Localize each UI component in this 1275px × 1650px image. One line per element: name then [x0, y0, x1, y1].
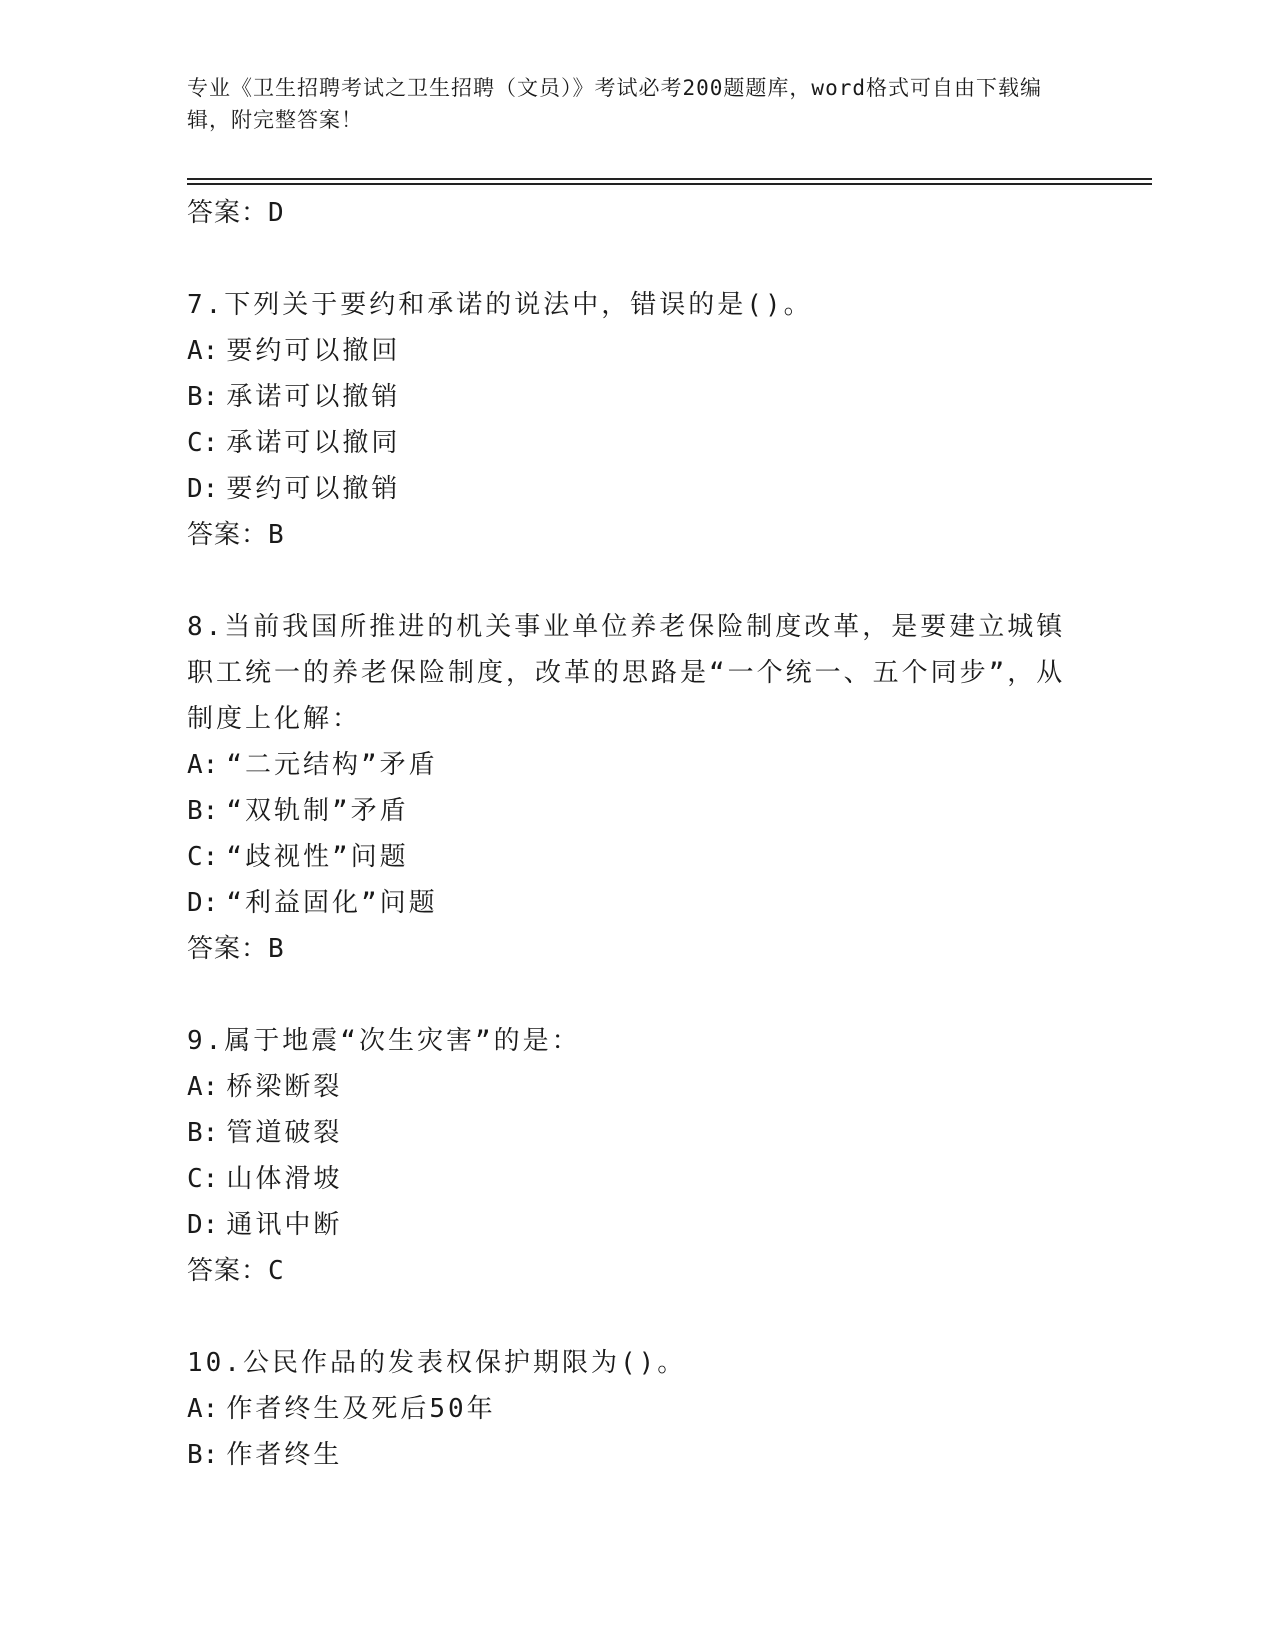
answer-value: D — [268, 198, 285, 228]
option-text: 要约可以撤回 — [226, 336, 401, 366]
question-7-option-c — [187, 420, 1087, 466]
option-letter: A: — [187, 1394, 219, 1424]
option-text: “利益固化”问题 — [226, 888, 438, 918]
option-letter: B: — [187, 796, 219, 826]
question-10-option-b — [187, 1432, 1087, 1478]
option-letter: C: — [187, 1164, 219, 1194]
option-text: 管道破裂 — [226, 1118, 343, 1148]
option-text: 桥梁断裂 — [226, 1072, 343, 1102]
question-9-answer — [187, 1248, 1087, 1294]
option-text: 作者终生及死后50年 — [226, 1394, 496, 1424]
answer-label: 答案： — [187, 198, 269, 228]
question-8-answer — [187, 926, 1087, 972]
option-letter: B: — [187, 1440, 219, 1470]
question-list — [187, 190, 1087, 1478]
question-7-answer — [187, 512, 1087, 558]
header-rule-bottom — [187, 183, 1152, 185]
header-rule-top — [187, 178, 1152, 180]
option-letter: A: — [187, 750, 219, 780]
question-8-stem: 8.当前我国所推进的机关事业单位养老保险制度改革，是要建立城镇职工统一的养老保险制度，改革的思路是“一个统一、五个同步”，从制度上化解： — [187, 612, 1066, 734]
option-text: 要约可以撤销 — [226, 474, 401, 504]
question-8-option-a — [187, 742, 1087, 788]
option-letter: D: — [187, 474, 219, 504]
question-9-stem: 9.属于地震“次生灾害”的是： — [187, 1026, 581, 1056]
document-intro: 专业《卫生招聘考试之卫生招聘（文员）》考试必考200题题库，word格式可自由下载编辑，附完整答案！ — [187, 76, 1042, 132]
question-9-option-b — [187, 1110, 1087, 1156]
question-8-option-d — [187, 880, 1087, 926]
answer-value: C — [268, 1256, 285, 1286]
answer-label: 答案： — [187, 934, 269, 964]
option-letter: B: — [187, 382, 219, 412]
option-letter: B: — [187, 1118, 219, 1148]
answer-value: B — [268, 934, 285, 964]
question-8-option-b — [187, 788, 1087, 834]
question-7-option-d — [187, 466, 1087, 512]
option-letter: D: — [187, 888, 219, 918]
question-10-stem: 10.公民作品的发表权保护期限为()。 — [187, 1348, 687, 1378]
option-letter: A: — [187, 1072, 219, 1102]
option-letter: C: — [187, 428, 219, 458]
question-9-option-c — [187, 1156, 1087, 1202]
option-letter: C: — [187, 842, 219, 872]
option-text: “歧视性”问题 — [226, 842, 409, 872]
question-7-stem: 7.下列关于要约和承诺的说法中，错误的是()。 — [187, 290, 813, 320]
option-letter: A: — [187, 336, 219, 366]
question-7-option-a — [187, 328, 1087, 374]
option-text: “二元结构”矛盾 — [226, 750, 438, 780]
question-7-option-b — [187, 374, 1087, 420]
option-text: 作者终生 — [226, 1440, 343, 1470]
option-text: “双轨制”矛盾 — [226, 796, 409, 826]
option-text: 山体滑坡 — [226, 1164, 343, 1194]
answer-value: B — [268, 520, 285, 550]
question-8-option-c — [187, 834, 1087, 880]
answer-line-prev — [187, 190, 1087, 236]
option-letter: D: — [187, 1210, 219, 1240]
question-9-option-a — [187, 1064, 1087, 1110]
question-9-option-d — [187, 1202, 1087, 1248]
option-text: 承诺可以撤销 — [226, 382, 401, 412]
option-text: 承诺可以撤同 — [226, 428, 401, 458]
question-10-option-a — [187, 1386, 1087, 1432]
option-text: 通讯中断 — [226, 1210, 343, 1240]
answer-label: 答案： — [187, 520, 269, 550]
answer-label: 答案： — [187, 1256, 269, 1286]
